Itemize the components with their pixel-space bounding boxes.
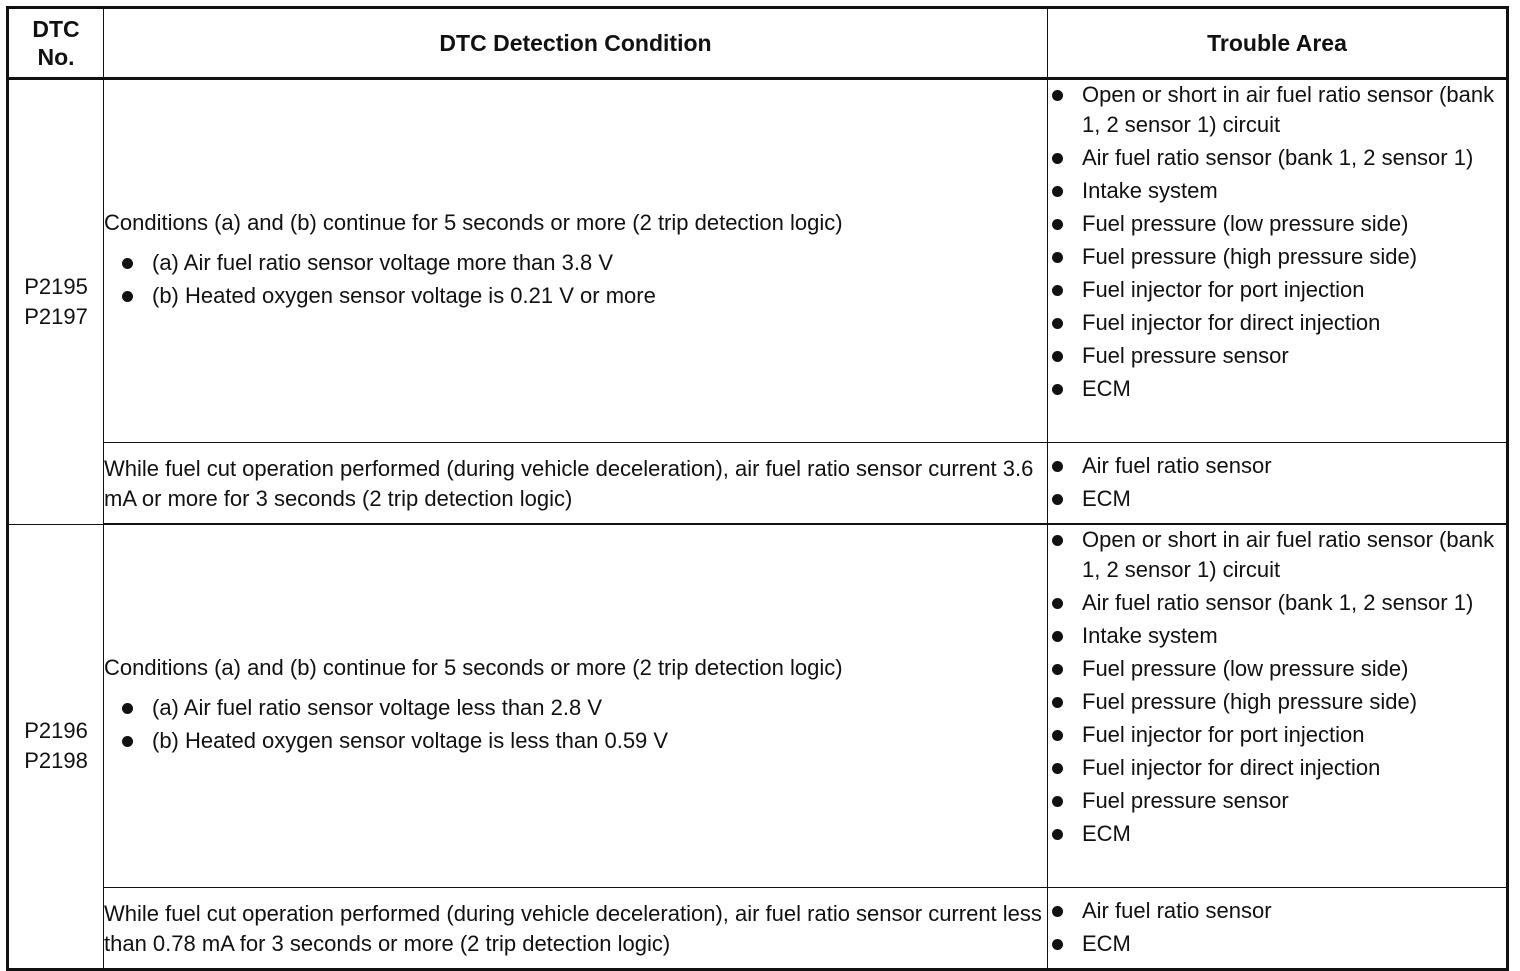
list-item: Fuel injector for port injection bbox=[1048, 275, 1506, 305]
bullet-icon bbox=[1052, 219, 1063, 230]
header-row bbox=[8, 8, 1508, 79]
dtc-table bbox=[6, 6, 1509, 971]
list-item: (b) Heated oxygen sensor voltage is less than 0.59 V bbox=[118, 726, 1047, 756]
list-item: Fuel pressure sensor bbox=[1048, 786, 1506, 816]
list-item: Fuel pressure (low pressure side) bbox=[1048, 209, 1506, 239]
condition-list bbox=[118, 693, 1047, 756]
list-item: (a) Air fuel ratio sensor voltage less than 2.8 V bbox=[118, 693, 1047, 723]
trouble-area-cell bbox=[1048, 888, 1508, 970]
bullet-icon bbox=[1052, 598, 1063, 609]
trouble-area-list bbox=[1048, 896, 1506, 959]
list-item: Fuel pressure (high pressure side) bbox=[1048, 242, 1506, 272]
condition-text: Conditions (a) and (b) continue for 5 seconds or more (2 trip detection logic) bbox=[104, 655, 843, 680]
list-item: Air fuel ratio sensor bbox=[1048, 896, 1506, 926]
list-item: Fuel injector for direct injection bbox=[1048, 308, 1506, 338]
bullet-icon bbox=[1052, 906, 1063, 917]
condition-text: While fuel cut operation performed (during vehicle deceleration), air fuel ratio sensor current less than 0.78 mA for 3 seconds or more (2 trip detection logic) bbox=[104, 901, 1042, 956]
list-item: Open or short in air fuel ratio sensor (bank 1, 2 sensor 1) circuit bbox=[1048, 80, 1506, 140]
bullet-icon bbox=[122, 703, 133, 714]
bullet-icon bbox=[1052, 535, 1063, 546]
condition-cell bbox=[104, 888, 1048, 970]
bullet-icon bbox=[1052, 939, 1063, 950]
bullet-icon bbox=[1052, 153, 1063, 164]
header-dtc-no: DTC No. bbox=[8, 8, 104, 79]
list-item: Intake system bbox=[1048, 176, 1506, 206]
bullet-icon bbox=[122, 258, 133, 269]
bullet-icon bbox=[1052, 796, 1063, 807]
bullet-icon bbox=[122, 291, 133, 302]
trouble-area-list bbox=[1048, 451, 1506, 514]
list-item: Intake system bbox=[1048, 621, 1506, 651]
list-item: ECM bbox=[1048, 929, 1506, 959]
condition-cell bbox=[104, 443, 1048, 525]
list-item: Fuel pressure sensor bbox=[1048, 341, 1506, 371]
list-item: ECM bbox=[1048, 819, 1506, 849]
condition-text: Conditions (a) and (b) continue for 5 seconds or more (2 trip detection logic) bbox=[104, 210, 843, 235]
bullet-icon bbox=[1052, 186, 1063, 197]
bullet-icon bbox=[1052, 631, 1063, 642]
dtc-number-cell: P2196 P2198 bbox=[8, 524, 104, 970]
bullet-icon bbox=[1052, 763, 1063, 774]
list-item: Air fuel ratio sensor (bank 1, 2 sensor 1) bbox=[1048, 588, 1506, 618]
bullet-icon bbox=[1052, 90, 1063, 101]
condition-cell bbox=[104, 524, 1048, 888]
list-item: Air fuel ratio sensor (bank 1, 2 sensor 1) bbox=[1048, 143, 1506, 173]
bullet-icon bbox=[122, 736, 133, 747]
list-item: Fuel injector for port injection bbox=[1048, 720, 1506, 750]
table-row bbox=[8, 888, 1508, 970]
condition-cell bbox=[104, 79, 1048, 443]
trouble-area-cell bbox=[1048, 79, 1508, 443]
table-row bbox=[8, 79, 1508, 443]
bullet-icon bbox=[1052, 697, 1063, 708]
trouble-area-cell bbox=[1048, 524, 1508, 888]
list-item: ECM bbox=[1048, 374, 1506, 404]
condition-list bbox=[118, 248, 1047, 311]
list-item: Fuel pressure (high pressure side) bbox=[1048, 687, 1506, 717]
bullet-icon bbox=[1052, 384, 1063, 395]
trouble-area-list bbox=[1048, 80, 1506, 404]
trouble-area-cell bbox=[1048, 443, 1508, 525]
bullet-icon bbox=[1052, 829, 1063, 840]
bullet-icon bbox=[1052, 351, 1063, 362]
list-item: Air fuel ratio sensor bbox=[1048, 451, 1506, 481]
bullet-icon bbox=[1052, 285, 1063, 296]
header-trouble-area: Trouble Area bbox=[1048, 8, 1508, 79]
bullet-icon bbox=[1052, 461, 1063, 472]
trouble-area-list bbox=[1048, 525, 1506, 849]
table-row bbox=[8, 443, 1508, 525]
list-item: Open or short in air fuel ratio sensor (bank 1, 2 sensor 1) circuit bbox=[1048, 525, 1506, 585]
bullet-icon bbox=[1052, 252, 1063, 263]
list-item: ECM bbox=[1048, 484, 1506, 514]
table-row bbox=[8, 524, 1508, 888]
list-item: (a) Air fuel ratio sensor voltage more than 3.8 V bbox=[118, 248, 1047, 278]
header-condition: DTC Detection Condition bbox=[104, 8, 1048, 79]
bullet-icon bbox=[1052, 318, 1063, 329]
list-item: Fuel pressure (low pressure side) bbox=[1048, 654, 1506, 684]
bullet-icon bbox=[1052, 494, 1063, 505]
dtc-number-cell: P2195 P2197 bbox=[8, 79, 104, 525]
list-item: Fuel injector for direct injection bbox=[1048, 753, 1506, 783]
list-item: (b) Heated oxygen sensor voltage is 0.21 V or more bbox=[118, 281, 1047, 311]
bullet-icon bbox=[1052, 664, 1063, 675]
condition-text: While fuel cut operation performed (during vehicle deceleration), air fuel ratio sensor current 3.6 mA or more for 3 seconds (2 trip detection logic) bbox=[104, 456, 1034, 511]
bullet-icon bbox=[1052, 730, 1063, 741]
